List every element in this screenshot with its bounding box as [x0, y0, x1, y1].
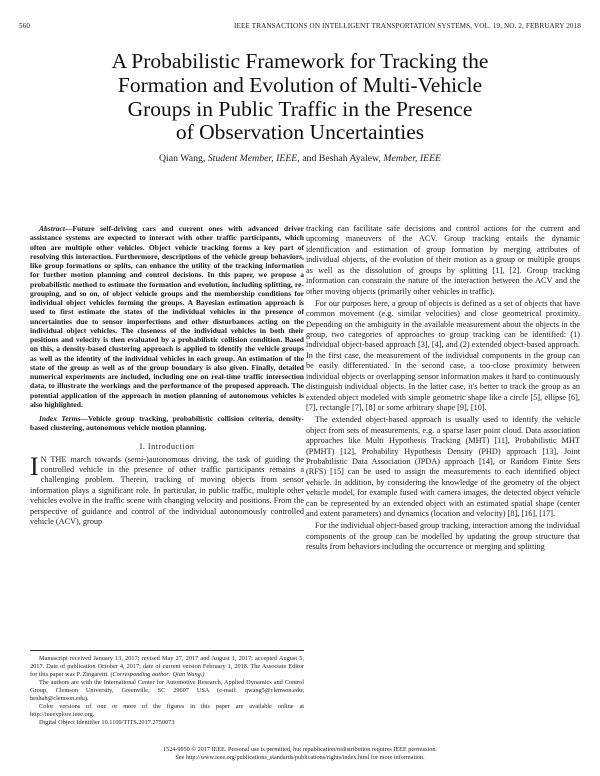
abstract-text: —Future self-driving cars and current ones with advanced driver assistance systems are expected to interact with other traffic participants, which often are multiple other vehicles. Object vehicle tracking forms a key part of resolving this interaction. Furthermore, descriptions of the vehicle group behaviors, like group formations or splits, can enhance the utility of the tracking information for further motion planning and control decisions. In this paper, we propose a probabilistic method to estimate the formation and evolution, including splitting, re-grouping, and so on, of object vehicle groups and the membership conditions for individual object vehicles forming the groups. A Bayesian estimation approach is used to first estimate the states of the individual vehicles in the presence of uncertainties due to sensor imperfections and other disturbances acting on the individual object vehicles. The closeness of the individual vehicles in both their positions and velocity is then evaluated by a probabilistic collision condition. Based on this, a density-based clustering approach is applied to identify the vehicle groups as well as the identity of the individual vehicles in each group. An estimation of the state of the group as well as of the group boundary is also given. Finally, detailed numerical experiments are included, including one on real-time traffic intersection data, to illustrate the workings and the performance of the proposed approach. The potential application of the approach in motion planning of autonomous vehicles is also highlighted. [30, 224, 304, 409]
section-heading: I. Introduction [139, 441, 195, 451]
right-column [306, 224, 580, 554]
paper-title [40, 50, 560, 145]
title-line: Groups in Public Traffic in the Presence [127, 96, 473, 121]
author-role: Member, IEEE [383, 153, 442, 164]
copyright-footer [0, 746, 600, 762]
journal-header: IEEE TRANSACTIONS ON INTELLIGENT TRANSPORTATION SYSTEMS, VOL. 19, NO. 2, FEBRUARY 2018 [233, 22, 581, 30]
body-paragraph: For our purposes here, a group of objects is defined as a set of objects that have common movement (e.g. similar velocities) and close geometrical proximity. Depending on the ambiguity in the available measurement about the objects in the group, two categories of approaches to group tracking can be identified: (1) individual object-based approach [3], [4], and (2) extended object-based approach. In the first case, the measurement of the individual components in the group can be easily differentiated. In the second case, a too-close proximity between individual objects or overlapping sensor information makes it hard to continuously distinguish individual objects. In the latter case, it's better to track the group as an extended object modeled with simple geometric shape like a circle [5], ellipse [6], [7], rectangle [7], [8] or some arbitrary shape [9], [10]. [306, 298, 580, 413]
abstract-label: Abstract [39, 224, 65, 233]
body-paragraph: The extended object-based approach is usually used to identify the vehicle object from sets of measurements, e.g. a sparse laser point cloud. Data association approaches like Multi Hypothesis Tracking (MHT) [11], Probabilistic MHT (PMHT) [12], Probability Hypothesis Density (PHD) approach [13], Joint Probabilistic Data Association (JPDA) approach [14], or Random Finite Sets (RFS) [15] can be used to assign the measurements to each identified object vehicle. In addition, by considering the knowledge of the geometry of the object vehicle model, for example fused with camera images, the detected object vehicle can be represented by an extended object with an estimated spatial shape (center and extent parameters) and dynamics (location and velocity) [8], [16], [17]. [306, 415, 580, 519]
author-line [40, 153, 560, 164]
body-paragraph: tracking can facilitate safe decisions and control actions for the current and upcoming maneuvers of the ACV. Group tracking entails the dynamic identification and estimation of group formation by merging attributes of individual objects, of the evolution of their motion as a group or multiple groups as well as the dissolution of groups by splitting [1], [2]. Group tracking information can constrain the nature of the interaction between the ACV and the other moving objects (primarily other vehicles in traffic). [306, 224, 580, 296]
title-line: of Observation Uncertainties [175, 120, 425, 145]
rights-link-line: See http://www.ieee.org/publications_standards/publications/rights/index.html for more information. [175, 754, 425, 761]
body-paragraph: For the individual object-based group tracking, interaction among the individual components of the group can be modelled by updating the group structure that results from behaviors including the occurrence or merging and splitting [306, 521, 580, 552]
footnote [30, 650, 304, 727]
title-line: Formation and Evolution of Multi-Vehicle [117, 72, 483, 97]
index-terms-text: —Vehicle group tracking, probabilistic collision criteria, density-based clustering, autonomous vehicle motion planning. [30, 414, 304, 433]
footnote-doi: Digital Object Identifier 10.1109/TITS.2017.2750073 [39, 719, 175, 726]
copyright-line: 1524-9050 © 2017 IEEE. Personal use is permitted, but republication/redistribution requires IEEE permission. [163, 746, 437, 753]
abstract [30, 224, 304, 409]
intro-paragraph [30, 451, 304, 528]
author-name: Qian Wang, [158, 153, 206, 164]
footnote-affiliation: The authors are with the International Center for Automotive Research, Applied Dynamics and Control Group, Clemson University, Greenville, SC 29607 USA (e-mail: qwang5@clemson.edu; beshah@clemson.edu). [30, 679, 304, 702]
index-terms-label: Index Terms [39, 414, 81, 423]
footnote-received: Manuscript received January 13, 2017; revised May 27, 2017 and August 1, 2017; accepted August 5, 2017. Date of publication October 4, 2017; date of current version February 1, 2018. The Associate Editor for this paper was P. Zingaretti. (Corresponding author: Qian Wang.) [30, 655, 304, 678]
footnote-color: Color versions of one or more of the figures in this paper are available online at http://ieeexplore.ieee.org. [30, 703, 304, 718]
page-number: 560 [19, 22, 31, 30]
title-line: A Probabilistic Framework for Tracking the [111, 49, 489, 73]
author-connector: , and Beshah Ayalew, [297, 153, 381, 164]
running-header [19, 22, 581, 34]
drop-cap: I [30, 451, 39, 481]
left-column [30, 224, 304, 528]
footnote-corresponding: (Corresponding author: Qian Wang.) [110, 671, 205, 678]
index-terms [30, 414, 304, 433]
author-role: Student Member, IEEE [207, 153, 298, 164]
intro-text: N THE march towards (semi-)autonomous driving, the task of guiding the controlled vehicle in the presence of other traffic participants remains a challenging problem. Therein, tracking of moving objects from sensor information plays a significant role. In particular, in public traffic, multiple other vehicles evolve in the traffic scene with changing velocity and positions. From the perspective of guidance and control of the individual autonomously controlled vehicle (ACV), group [30, 454, 304, 527]
